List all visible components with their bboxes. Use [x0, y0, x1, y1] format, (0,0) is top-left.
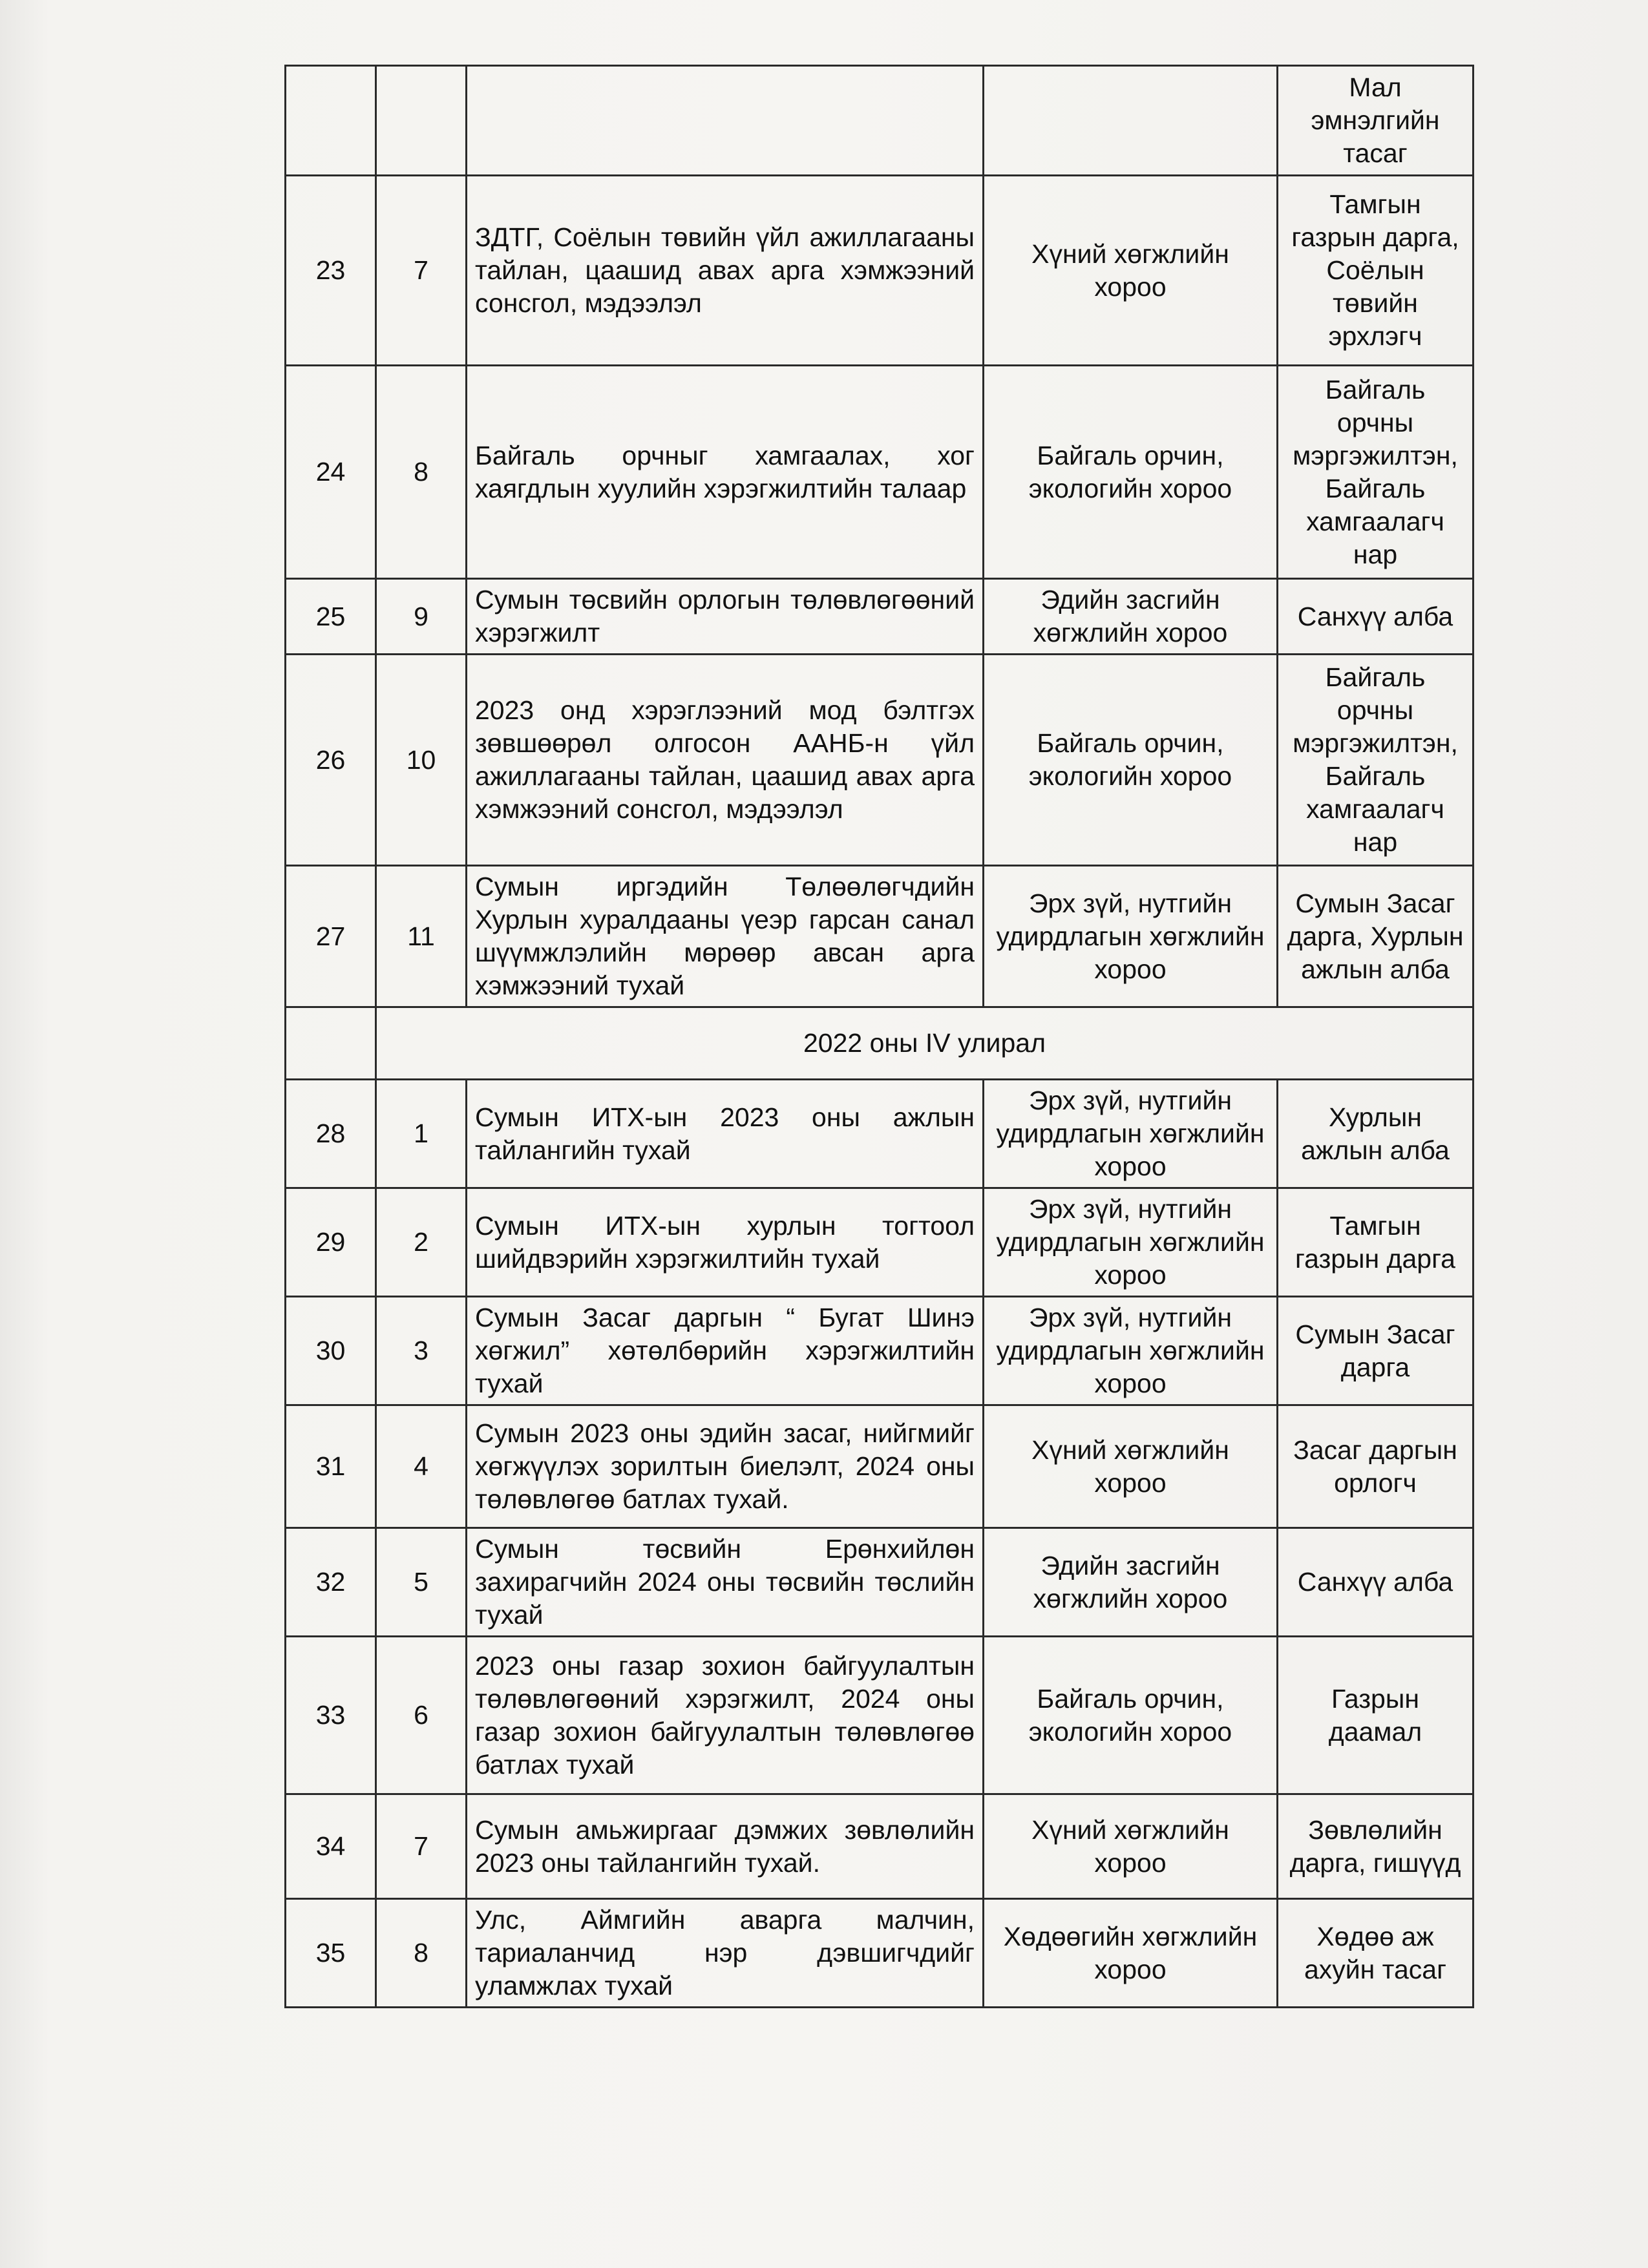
row-responsible: Мал эмнэлгийн тасаг: [1278, 66, 1474, 176]
row-topic: Сумын төсвийн орлогын төлөвлөгөөний хэрэгжилт: [467, 579, 984, 655]
row-committee: Байгаль орчин, экологийн хороо: [984, 1637, 1278, 1794]
row-number: [286, 66, 376, 176]
table-row: [286, 1188, 1474, 1297]
row-responsible: Хөдөө аж ахуйн тасаг: [1278, 1899, 1474, 2008]
row-responsible: Санхүү алба: [1278, 579, 1474, 655]
row-responsible: Сумын Засаг дарга: [1278, 1297, 1474, 1405]
row-topic: Сумын Засаг даргын “ Бугат Шинэ хөгжил” хөтөлбөрийн хэрэгжилтийн тухай: [467, 1297, 984, 1405]
row-responsible: Газрын даамал: [1278, 1637, 1474, 1794]
section-row-blank: [286, 1007, 376, 1080]
table-row: [286, 66, 1474, 176]
row-sub-number: 8: [376, 1899, 467, 2008]
table-row: [286, 1794, 1474, 1899]
table-row: [286, 1528, 1474, 1637]
row-number: 33: [286, 1637, 376, 1794]
row-committee: Эдийн засгийн хөгжлийн хороо: [984, 579, 1278, 655]
table-row: [286, 1080, 1474, 1188]
row-number: 27: [286, 866, 376, 1007]
row-topic: Сумын ИТХ-ын хурлын тогтоол шийдвэрийн хэрэгжилтийн тухай: [467, 1188, 984, 1297]
row-sub-number: 3: [376, 1297, 467, 1405]
row-sub-number: 1: [376, 1080, 467, 1188]
row-committee: Эрх зүй, нутгийн удирдлагын хөгжлийн хороо: [984, 1188, 1278, 1297]
row-number: 29: [286, 1188, 376, 1297]
row-topic: Байгаль орчныг хамгаалах, хог хаягдлын хуулийн хэрэгжилтийн талаар: [467, 366, 984, 579]
row-number: 32: [286, 1528, 376, 1637]
section-title: 2022 оны IV улирал: [376, 1007, 1474, 1080]
row-number: 34: [286, 1794, 376, 1899]
row-topic: ЗДТГ, Соёлын төвийн үйл ажиллагааны тайлан, цаашид авах арга хэмжээний сонсгол, мэдээлэл: [467, 176, 984, 366]
row-sub-number: 11: [376, 866, 467, 1007]
row-topic: Сумын төсвийн Ерөнхийлөн захирагчийн 2024 оны төсвийн төслийн тухай: [467, 1528, 984, 1637]
row-topic: Сумын ИТХ-ын 2023 оны ажлын тайлангийн тухай: [467, 1080, 984, 1188]
row-topic: 2023 онд хэрэглээний мод бэлтгэх зөвшөөрөл олгосон ААНБ-н үйл ажиллагааны тайлан, цаашид авах арга хэмжээний сонсгол, мэдээлэл: [467, 655, 984, 866]
row-sub-number: 2: [376, 1188, 467, 1297]
row-number: 26: [286, 655, 376, 866]
row-committee: Эдийн засгийн хөгжлийн хороо: [984, 1528, 1278, 1637]
row-number: 30: [286, 1297, 376, 1405]
row-sub-number: 6: [376, 1637, 467, 1794]
row-responsible: Хурлын ажлын алба: [1278, 1080, 1474, 1188]
row-committee: Хүний хөгжлийн хороо: [984, 176, 1278, 366]
row-committee: [984, 66, 1278, 176]
row-number: 28: [286, 1080, 376, 1188]
table-row: [286, 1405, 1474, 1528]
row-sub-number: 10: [376, 655, 467, 866]
agenda-table: [284, 65, 1474, 2008]
row-topic: Сумын 2023 оны эдийн засаг, нийгмийг хөгжүүлэх зорилтын биелэлт, 2024 оны төлөвлөгөө батлах тухай.: [467, 1405, 984, 1528]
table-row: [286, 579, 1474, 655]
row-topic: [467, 66, 984, 176]
row-responsible: Засаг даргын орлогч: [1278, 1405, 1474, 1528]
row-sub-number: 4: [376, 1405, 467, 1528]
row-responsible: Байгаль орчны мэргэжилтэн, Байгаль хамгаалагч нар: [1278, 655, 1474, 866]
section-row: [286, 1007, 1474, 1080]
row-responsible: Санхүү алба: [1278, 1528, 1474, 1637]
row-committee: Эрх зүй, нутгийн удирдлагын хөгжлийн хороо: [984, 1297, 1278, 1405]
row-committee: Хүний хөгжлийн хороо: [984, 1405, 1278, 1528]
row-committee: Байгаль орчин, экологийн хороо: [984, 655, 1278, 866]
row-responsible: Сумын Засаг дарга, Хурлын ажлын алба: [1278, 866, 1474, 1007]
row-topic: Сумын иргэдийн Төлөөлөгчдийн Хурлын хуралдааны үеэр гарсан санал шүүмжлэлийн мөрөөр авсан арга хэмжээний тухай: [467, 866, 984, 1007]
row-committee: Эрх зүй, нутгийн удирдлагын хөгжлийн хороо: [984, 866, 1278, 1007]
row-responsible: Тамгын газрын дарга: [1278, 1188, 1474, 1297]
row-sub-number: 9: [376, 579, 467, 655]
table-row: [286, 1297, 1474, 1405]
table-row: [286, 1637, 1474, 1794]
table-row: [286, 866, 1474, 1007]
row-sub-number: [376, 66, 467, 176]
row-committee: Хөдөөгийн хөгжлийн хороо: [984, 1899, 1278, 2008]
row-topic: 2023 оны газар зохион байгуулалтын төлөвлөгөөний хэрэгжилт, 2024 оны газар зохион байгуулалтын төлөвлөгөө батлах тухай: [467, 1637, 984, 1794]
row-committee: Эрх зүй, нутгийн удирдлагын хөгжлийн хороо: [984, 1080, 1278, 1188]
row-sub-number: 7: [376, 1794, 467, 1899]
row-sub-number: 7: [376, 176, 467, 366]
table-row: [286, 1899, 1474, 2008]
row-number: 23: [286, 176, 376, 366]
row-sub-number: 5: [376, 1528, 467, 1637]
row-committee: Хүний хөгжлийн хороо: [984, 1794, 1278, 1899]
table-row: [286, 176, 1474, 366]
table-row: [286, 655, 1474, 866]
row-responsible: Тамгын газрын дарга, Соёлын төвийн эрхлэгч: [1278, 176, 1474, 366]
row-topic: Улс, Аймгийн аварга малчин, тариаланчид нэр дэвшигчдийг уламжлах тухай: [467, 1899, 984, 2008]
row-responsible: Байгаль орчны мэргэжилтэн, Байгаль хамгаалагч нар: [1278, 366, 1474, 579]
row-topic: Сумын амьжиргааг дэмжих зөвлөлийн 2023 оны тайлангийн тухай.: [467, 1794, 984, 1899]
row-number: 35: [286, 1899, 376, 2008]
row-number: 25: [286, 579, 376, 655]
row-responsible: Зөвлөлийн дарга, гишүүд: [1278, 1794, 1474, 1899]
row-number: 24: [286, 366, 376, 579]
row-sub-number: 8: [376, 366, 467, 579]
row-committee: Байгаль орчин, экологийн хороо: [984, 366, 1278, 579]
row-number: 31: [286, 1405, 376, 1528]
table-row: [286, 366, 1474, 579]
